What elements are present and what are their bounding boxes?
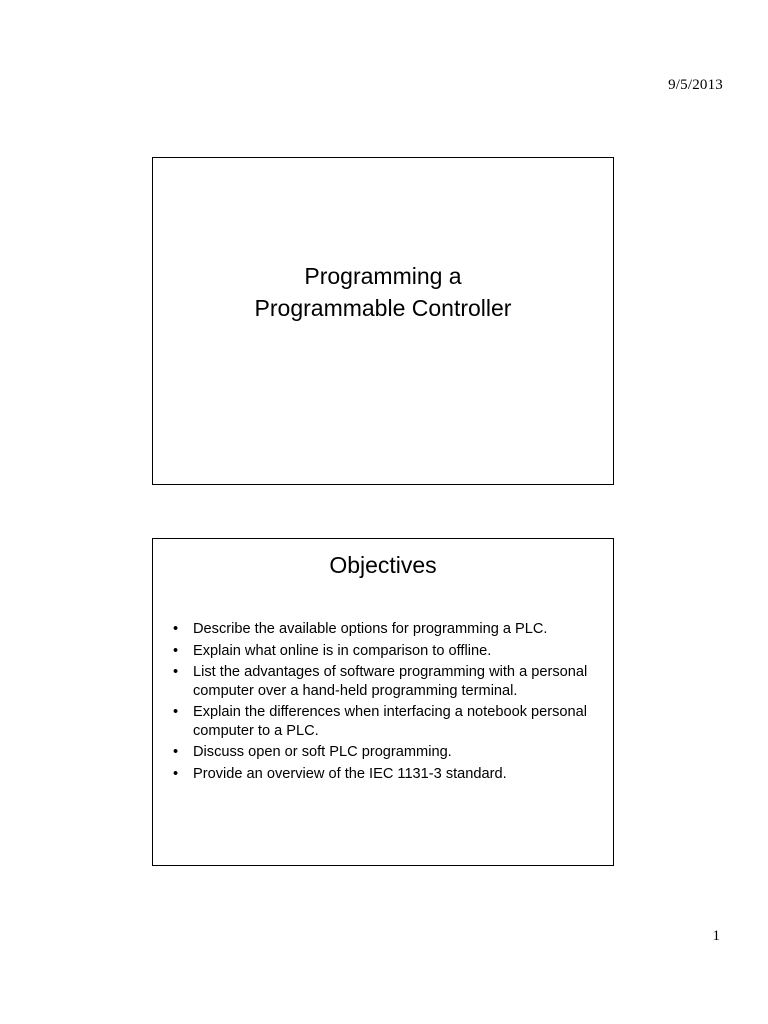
list-item-text: List the advantages of software programming with a personal computer over a hand-held programming terminal. xyxy=(193,664,588,699)
bullet-icon: • xyxy=(173,621,179,637)
objectives-slide xyxy=(152,538,614,866)
page-date: 9/5/2013 xyxy=(668,77,723,93)
list-item xyxy=(171,642,593,661)
slide-title-line-2: Programmable Controller xyxy=(254,295,512,321)
slide-title-line-1: Programming a xyxy=(304,263,462,289)
bullet-icon: • xyxy=(173,664,179,680)
title-slide xyxy=(152,157,614,485)
objectives-list xyxy=(171,620,593,786)
bullet-icon: • xyxy=(173,744,179,760)
list-item xyxy=(171,620,593,639)
list-item xyxy=(171,765,593,784)
objectives-heading: Objectives xyxy=(329,552,437,578)
list-item-text: Describe the available options for programming a PLC. xyxy=(193,621,548,637)
list-item-text: Provide an overview of the IEC 1131-3 standard. xyxy=(193,765,507,782)
list-item xyxy=(171,663,593,700)
bullet-icon: • xyxy=(173,642,179,659)
bullet-icon: • xyxy=(173,765,179,782)
bullet-icon: • xyxy=(173,704,179,720)
list-item-text: Explain the differences when interfacing a notebook personal computer to a PLC. xyxy=(193,704,588,739)
page-number: 1 xyxy=(712,928,720,944)
list-item-text: Discuss open or soft PLC programming. xyxy=(193,744,452,760)
list-item xyxy=(171,703,593,740)
list-item xyxy=(171,743,593,762)
slide-title xyxy=(153,260,613,324)
list-item-text: Explain what online is in comparison to offline. xyxy=(193,642,492,659)
